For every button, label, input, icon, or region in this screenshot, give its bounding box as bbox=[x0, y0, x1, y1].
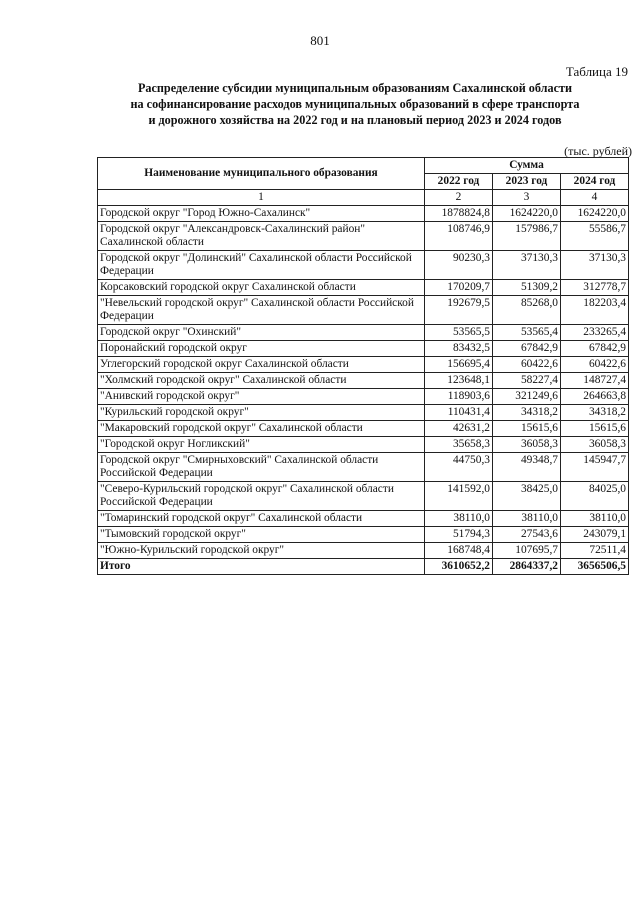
table-row bbox=[98, 511, 629, 527]
table-row bbox=[98, 341, 629, 357]
table-row bbox=[98, 389, 629, 405]
value-2023: 38110,0 bbox=[493, 511, 561, 527]
municipality-name: "Южно-Курильский городской округ" bbox=[98, 543, 425, 559]
value-2023: 67842,9 bbox=[493, 341, 561, 357]
value-2024: 67842,9 bbox=[561, 341, 629, 357]
title-line-1: Распределение субсидии муниципальным образованиям Сахалинской области bbox=[137, 81, 573, 95]
total-row bbox=[98, 559, 629, 575]
value-2022: 51794,3 bbox=[425, 527, 493, 543]
table-row bbox=[98, 527, 629, 543]
municipality-name: "Городской округ Ногликский" bbox=[98, 437, 425, 453]
value-2024: 264663,8 bbox=[561, 389, 629, 405]
header-year-2022: 2022 год bbox=[425, 174, 493, 190]
value-2022: 168748,4 bbox=[425, 543, 493, 559]
total-2024: 3656506,5 bbox=[561, 559, 629, 575]
value-2023: 107695,7 bbox=[493, 543, 561, 559]
table-row bbox=[98, 325, 629, 341]
value-2023: 51309,2 bbox=[493, 280, 561, 296]
municipality-name: "Курильский городской округ" bbox=[98, 405, 425, 421]
value-2023: 15615,6 bbox=[493, 421, 561, 437]
unit-note: (тыс. рублей) bbox=[564, 144, 632, 158]
table-row bbox=[98, 280, 629, 296]
value-2023: 157986,7 bbox=[493, 222, 561, 251]
value-2023: 53565,4 bbox=[493, 325, 561, 341]
value-2022: 156695,4 bbox=[425, 357, 493, 373]
value-2024: 15615,6 bbox=[561, 421, 629, 437]
document-title bbox=[110, 80, 600, 128]
value-2024: 60422,6 bbox=[561, 357, 629, 373]
municipality-name: Городской округ "Охинский" bbox=[98, 325, 425, 341]
value-2022: 1878824,8 bbox=[425, 206, 493, 222]
value-2023: 1624220,0 bbox=[493, 206, 561, 222]
value-2024: 243079,1 bbox=[561, 527, 629, 543]
municipality-name: "Тымовский городской округ" bbox=[98, 527, 425, 543]
value-2023: 85268,0 bbox=[493, 296, 561, 325]
table-row bbox=[98, 405, 629, 421]
header-year-2024: 2024 год bbox=[561, 174, 629, 190]
value-2024: 148727,4 bbox=[561, 373, 629, 389]
municipality-name: Городской округ "Город Южно-Сахалинск" bbox=[98, 206, 425, 222]
table-row bbox=[98, 543, 629, 559]
value-2023: 49348,7 bbox=[493, 453, 561, 482]
value-2024: 1624220,0 bbox=[561, 206, 629, 222]
municipality-name: Городской округ "Долинский" Сахалинской области Российской Федерации bbox=[98, 251, 425, 280]
table-row bbox=[98, 437, 629, 453]
municipality-name: "Холмский городской округ" Сахалинской области bbox=[98, 373, 425, 389]
value-2023: 27543,6 bbox=[493, 527, 561, 543]
value-2023: 58227,4 bbox=[493, 373, 561, 389]
municipality-name: "Томаринский городской округ" Сахалинской области bbox=[98, 511, 425, 527]
value-2023: 60422,6 bbox=[493, 357, 561, 373]
value-2024: 38110,0 bbox=[561, 511, 629, 527]
value-2024: 84025,0 bbox=[561, 482, 629, 511]
municipality-name: Корсаковский городской округ Сахалинской области bbox=[98, 280, 425, 296]
table-row bbox=[98, 421, 629, 437]
value-2024: 37130,3 bbox=[561, 251, 629, 280]
title-line-3: и дорожного хозяйства на 2022 год и на плановый период 2023 и 2024 годов bbox=[148, 113, 562, 127]
municipality-name: "Невельский городской округ" Сахалинской области Российской Федерации bbox=[98, 296, 425, 325]
value-2022: 108746,9 bbox=[425, 222, 493, 251]
column-index: 4 bbox=[561, 190, 629, 206]
value-2022: 192679,5 bbox=[425, 296, 493, 325]
value-2022: 53565,5 bbox=[425, 325, 493, 341]
table-row bbox=[98, 482, 629, 511]
municipality-name: Поронайский городской округ bbox=[98, 341, 425, 357]
table-row bbox=[98, 373, 629, 389]
value-2022: 42631,2 bbox=[425, 421, 493, 437]
value-2023: 34318,2 bbox=[493, 405, 561, 421]
municipality-name: "Северо-Курильский городской округ" Сахалинской области Российской Федерации bbox=[98, 482, 425, 511]
value-2022: 44750,3 bbox=[425, 453, 493, 482]
page-number: 801 bbox=[310, 33, 330, 48]
value-2022: 90230,3 bbox=[425, 251, 493, 280]
column-index: 2 bbox=[425, 190, 493, 206]
value-2022: 118903,6 bbox=[425, 389, 493, 405]
table-row bbox=[98, 357, 629, 373]
value-2022: 83432,5 bbox=[425, 341, 493, 357]
value-2023: 36058,3 bbox=[493, 437, 561, 453]
municipality-name: Городской округ "Смирныховский" Сахалинской области Российской Федерации bbox=[98, 453, 425, 482]
table-row bbox=[98, 296, 629, 325]
table-row bbox=[98, 222, 629, 251]
total-label: Итого bbox=[98, 559, 425, 575]
municipality-name: Углегорский городской округ Сахалинской области bbox=[98, 357, 425, 373]
value-2022: 110431,4 bbox=[425, 405, 493, 421]
value-2022: 123648,1 bbox=[425, 373, 493, 389]
value-2022: 141592,0 bbox=[425, 482, 493, 511]
table-label: Таблица 19 bbox=[565, 64, 628, 79]
municipality-name: "Макаровский городской округ" Сахалинской области bbox=[98, 421, 425, 437]
value-2024: 72511,4 bbox=[561, 543, 629, 559]
title-line-2: на софинансирование расходов муниципальных образований в сфере транспорта bbox=[130, 97, 580, 111]
value-2024: 34318,2 bbox=[561, 405, 629, 421]
total-2023: 2864337,2 bbox=[493, 559, 561, 575]
value-2023: 37130,3 bbox=[493, 251, 561, 280]
subsidy-table bbox=[97, 157, 629, 575]
value-2024: 36058,3 bbox=[561, 437, 629, 453]
header-municipality: Наименование муниципального образования bbox=[98, 158, 425, 190]
total-2022: 3610652,2 bbox=[425, 559, 493, 575]
value-2024: 182203,4 bbox=[561, 296, 629, 325]
value-2023: 321249,6 bbox=[493, 389, 561, 405]
header-year-2023: 2023 год bbox=[493, 174, 561, 190]
column-index: 1 bbox=[98, 190, 425, 206]
value-2024: 233265,4 bbox=[561, 325, 629, 341]
value-2022: 170209,7 bbox=[425, 280, 493, 296]
table-row bbox=[98, 251, 629, 280]
column-index: 3 bbox=[493, 190, 561, 206]
value-2024: 312778,7 bbox=[561, 280, 629, 296]
municipality-name: "Анивский городской округ" bbox=[98, 389, 425, 405]
municipality-name: Городской округ "Александровск-Сахалинский район" Сахалинской области bbox=[98, 222, 425, 251]
value-2022: 38110,0 bbox=[425, 511, 493, 527]
table-row bbox=[98, 453, 629, 482]
table-row bbox=[98, 206, 629, 222]
header-sum: Сумма bbox=[425, 158, 629, 174]
value-2024: 55586,7 bbox=[561, 222, 629, 251]
value-2024: 145947,7 bbox=[561, 453, 629, 482]
value-2022: 35658,3 bbox=[425, 437, 493, 453]
value-2023: 38425,0 bbox=[493, 482, 561, 511]
